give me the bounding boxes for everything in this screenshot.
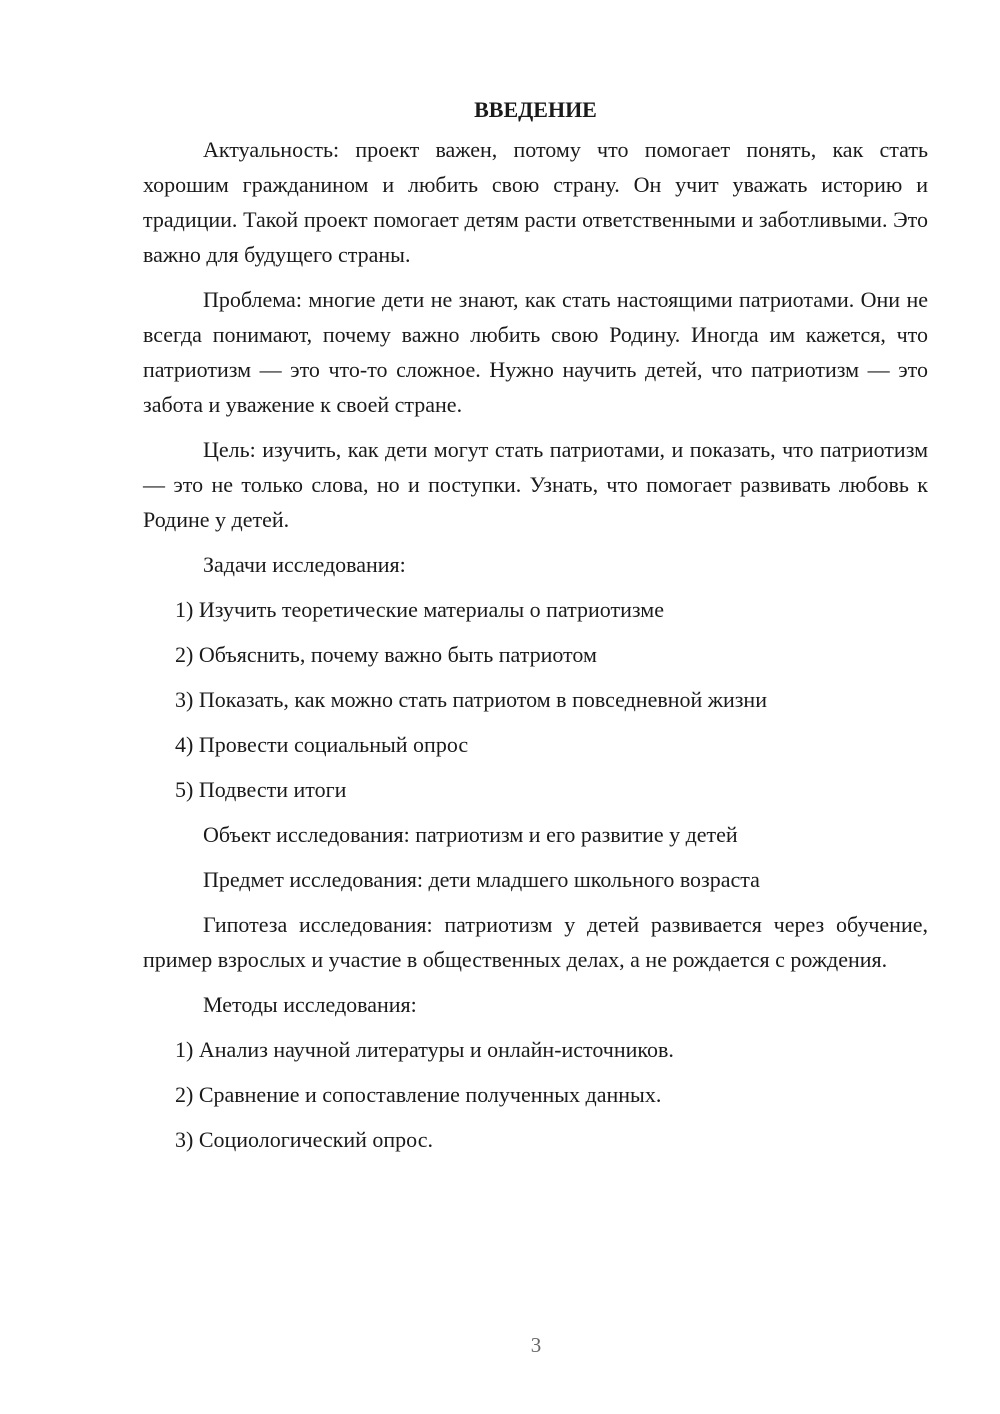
research-subject: Предмет исследования: дети младшего школьного возраста: [203, 867, 760, 892]
section-title: ВВЕДЕНИЕ: [474, 97, 597, 122]
page-number: 3: [530, 1333, 542, 1357]
task-item: 5) Подвести итоги: [175, 777, 347, 802]
method-item: 1) Анализ научной литературы и онлайн-источников.: [175, 1037, 674, 1062]
page-content: [143, 92, 928, 1167]
problem-paragraph: Проблема: многие дети не знают, как стать настоящими патриотами. Они не всегда понимают, почему важно любить свою Родину. Иногда им кажется, что патриотизм — это что-то сложное. Нужно научить детей, что патриотизм — это забота и уважение к своей стране.: [143, 287, 928, 417]
task-item: 2) Объяснить, почему важно быть патриотом: [175, 642, 597, 667]
tasks-heading: Задачи исследования:: [203, 552, 406, 577]
goal-paragraph: Цель: изучить, как дети могут стать патриотами, и показать, что патриотизм — это не только слова, но и поступки. Узнать, что помогает развивать любовь к Родине у детей.: [143, 437, 928, 532]
hypothesis-paragraph: Гипотеза исследования: патриотизм у детей развивается через обучение, пример взрослых и участие в общественных делах, а не рождается с рождения.: [143, 912, 928, 972]
relevance-paragraph: Актуальность: проект важен, потому что помогает понять, как стать хорошим гражданином и любить свою страну. Он учит уважать историю и традиции. Такой проект помогает детям расти ответственными и заботливыми. Это важно для будущего страны.: [143, 137, 928, 267]
methods-heading: Методы исследования:: [203, 992, 417, 1017]
task-item: 3) Показать, как можно стать патриотом в повседневной жизни: [175, 687, 767, 712]
research-object: Объект исследования: патриотизм и его развитие у детей: [203, 822, 738, 847]
method-item: 2) Сравнение и сопоставление полученных данных.: [175, 1082, 662, 1107]
task-item: 1) Изучить теоретические материалы о патриотизме: [175, 597, 664, 622]
task-item: 4) Провести социальный опрос: [175, 732, 469, 757]
method-item: 3) Социологический опрос.: [175, 1127, 433, 1152]
